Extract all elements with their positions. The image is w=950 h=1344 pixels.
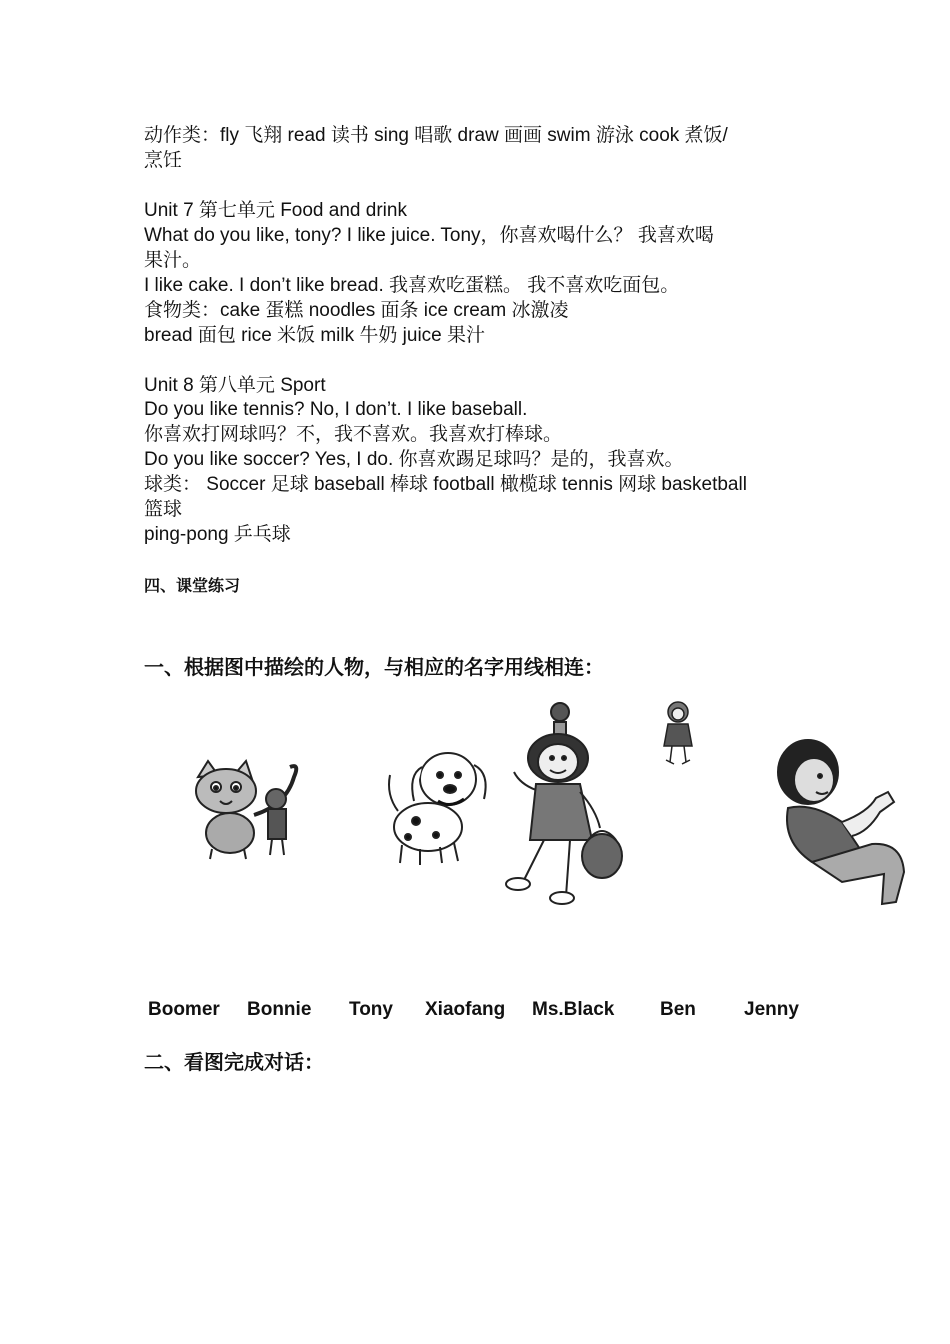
unit8-title: Unit 8 第八单元 Sport — [144, 375, 326, 396]
name-jenny: Jenny — [744, 999, 799, 1020]
section4-title: 四、课堂练习 — [144, 578, 241, 595]
cat-and-boy-illustration — [190, 755, 310, 860]
unit8-line3: Do you like soccer? Yes, I do. 你喜欢踢足球吗？是的，我喜欢。 — [144, 449, 684, 470]
vocab-actions-line2: 烹饪 — [144, 150, 183, 171]
vocab-actions-line1: 动作类：fly 飞翔 read 读书 sing 唱歌 draw 画画 swim 游泳 cook 煮饭/ — [144, 125, 728, 146]
unit8-line2: 你喜欢打网球吗？不，我不喜欢。我喜欢打棒球。 — [144, 424, 563, 445]
girl-with-basket-illustration — [500, 700, 628, 908]
name-boomer: Boomer — [148, 999, 220, 1020]
name-ben: Ben — [660, 999, 696, 1020]
unit7-title: Unit 7 第七单元 Food and drink — [144, 200, 407, 221]
unit8-line1: Do you like tennis? No, I don’t. I like baseball. — [144, 399, 528, 420]
boy-sitting-illustration — [772, 732, 912, 912]
exercise1-title: 一、根据图中描绘的人物，与相应的名字用线相连： — [144, 657, 604, 679]
unit7-line5: bread 面包 rice 米饭 milk 牛奶 juice 果汁 — [144, 325, 486, 346]
dog-illustration — [378, 745, 496, 870]
unit8-line6: ping-pong 乒乓球 — [144, 524, 291, 545]
exercise2-title: 二、看图完成对话： — [144, 1052, 324, 1074]
unit7-line4: 食物类：cake 蛋糕 noodles 面条 ice cream 冰激凌 — [144, 300, 569, 321]
small-girl-illustration — [660, 700, 698, 768]
unit7-line1: What do you like, tony? I like juice. Tony，你喜欢喝什么？ 我喜欢喝 — [144, 225, 714, 246]
unit8-line4: 球类： Soccer 足球 baseball 棒球 football 橄榄球 tennis 网球 basketball — [144, 474, 747, 495]
name-tony: Tony — [349, 999, 393, 1020]
unit7-line3: I like cake. I don’t like bread. 我喜欢吃蛋糕。 我不喜欢吃面包。 — [144, 275, 680, 296]
name-xiaofang: Xiaofang — [425, 999, 506, 1020]
unit8-line5: 篮球 — [144, 499, 183, 520]
name-bonnie: Bonnie — [247, 999, 312, 1020]
name-ms-black: Ms.Black — [532, 999, 615, 1020]
unit7-line2: 果汁。 — [144, 250, 202, 271]
